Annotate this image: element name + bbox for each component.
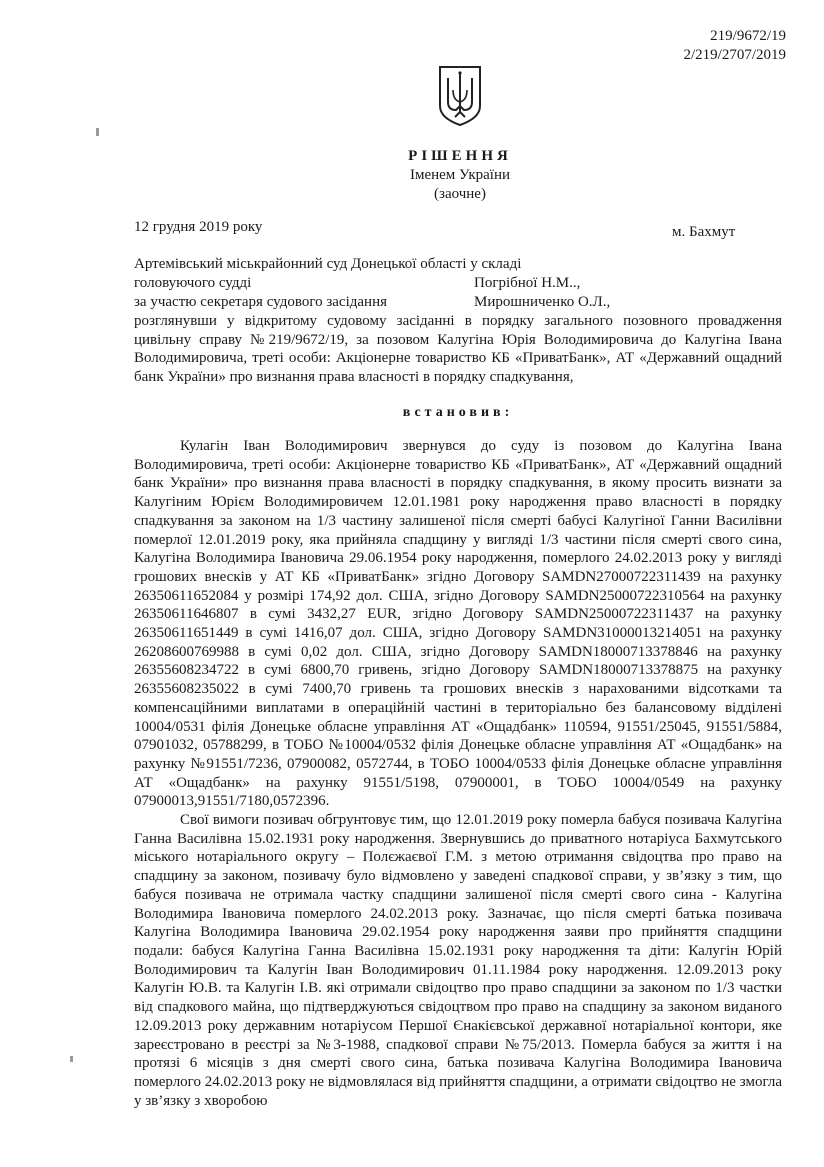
section-heading: встановив: [402,405,514,420]
scan-artifact [70,1056,73,1062]
in-name-of-ukraine: Іменем України [409,167,511,183]
scan-artifact [96,128,99,136]
decision-type: (заочне) [434,186,486,202]
body-text [134,437,782,1110]
decision-city: м. Бахмут [672,224,736,240]
court-composition: Артемівський міськрайонний суд Донецької області у складі [134,256,522,272]
body-paragraph-1: Кулагін Іван Володимирович звернувся до суду із позовом до Калугіна Івана Володимировича, треті особи: Акціонерне товариство КБ «ПриватБанк», АТ «Державний ощадний банк України» про визнання права власності в порядку спадкування, в якому просить визнати за Калугіним Юрієм Володимировичем 12.01.1981 року народження право власності в порядку спадкування за законом на 1/3 частину залишеної після смерті бабусі Калугіної Ганни Василівни померлої 12.01.2019 року, яка прийняла спадщину у вигляді 1/3 частини після смерті свого сина, Калугіна Володимира Івановича 29.06.1954 року народження, померлого 24.02.2013 року у вигляді грошових внесків у АТ КБ «ПриватБанк» згідно Договору SAMDN27000722311439 на рахунку 26350611652084 у розмірі 174,92 дол. США, згідно Договору SAMDN25000722310564 на рахунку 26350611646807 в сумі 3432,27 EUR, згідно Договору SAMDN25000722311437 на рахунку 26350611651449 в сумі 1416,07 дол. США, згідно Договору SAMDN31000013214051 на рахунку 26208600769988 в сумі 0,02 дол. США, згідно Договору SAMDN18000713378846 на рахунку 26355608234722 в сумі 6800,70 гривень, згідно Договору SAMDN18000713378875 на рахунку 26355608235022 в сумі 7400,70 гривень та грошових внесків з нарахованими відсотками та компенсаційними виплатами в операційній частині в територіально без балансовому відділені 10004/0531 філія Донецьке обласне управління АТ «Ощадбанк» 110594, 91551/25045, 91551/5884, 07901032, 05788299, в ТОБО №10004/0532 філія Донецьке обласне управління АТ «Ощадбанк» на рахунку №91551/7236, 07900082, 0572744, в ТОБО 10004/0533 філія Донецьке обласне управління АТ «Ощадбанк» на рахунку 91551/5198, 07900001, в ТОБО 10004/0549 на рахунку 07900013,91551/7180,0572396. [134,438,782,810]
judge-name: Погрібної Н.М.., [474,275,581,291]
secretary-name: Мирошниченко О.Л., [474,294,611,310]
case-numbers [683,27,786,65]
case-number-1: 219/9672/19 [710,28,786,44]
body-paragraph-2: Свої вимоги позивач обгрунтовує тим, що 12.01.2019 року померла бабуся позивача Калугіна Ганна Василівна 15.02.1931 року народження. Звернувшись до приватного нотаріуса Бахмутського міського нотаріального округу – Полєжаєвої Г.М. з метою отримання свідоцтва про право на спадщину за законом, позивачу було відмовлено у заведені спадкової справи, у зв’язку з тим, що бабуся позивача не отримала частку спадщини залишеної після смерті свого сина - Калугіна Володимира Івановича померлого 24.02.2013 року. Зазначає, що після смерті батька позивача Калугіна Володимира Івановича 29.02.1954 року народження заяви про прийняття спадщини подали: бабуся Калугіна Ганна Василівна 15.02.1931 року народження та діти: Калугін Юрій Володимирович та Калугін Іван Володимирович 01.11.1984 року народження. 12.09.2013 року Калугін Ю.В. та Калугін І.В. які отримали свідоцтво про право спадщини за законом по 1/3 частки від спадкового майна, що підтверджуються свідоцтвом про право на спадщину за законом виданого 12.09.2013 року державним нотаріусом Першої Єнакієвської державної нотаріальної контори, яке зареєстровано в реєстрі за №3-1988, спадкової справи №75/2013. Померла бабуся за життя і на протязі 6 місяців з дня смерті свого сина, батька позивача Калугіна Володимира Івановича померлого 24.02.2013 року не відмовлялася від прийняття спадщини, а отримати свідоцтво не змогла у зв’язку з хворобою [134,812,782,1109]
decision-date: 12 грудня 2019 року [134,219,263,235]
secretary-label: за участю секретаря судового засідання [134,294,388,310]
trident-coat-of-arms-icon [436,64,484,128]
intro-paragraph-block [134,312,782,387]
judge-label: головуючого судді [134,275,252,291]
intro-paragraph: розглянувши у відкритому судовому засіданні в порядку загального позовного провадження цивільну справу №219/9672/19, за позовом Калугіна Юрія Володимировича до Калугіна Івана Володимировича, треті особи: Акціонерне товариство КБ «ПриватБанк», АТ «Державний ощадний банк України» про визнання права власності в порядку спадкування, [134,313,782,386]
decision-title-block [300,147,620,204]
case-number-2: 2/219/2707/2019 [683,47,786,63]
decision-title: РІШЕННЯ [408,148,512,164]
